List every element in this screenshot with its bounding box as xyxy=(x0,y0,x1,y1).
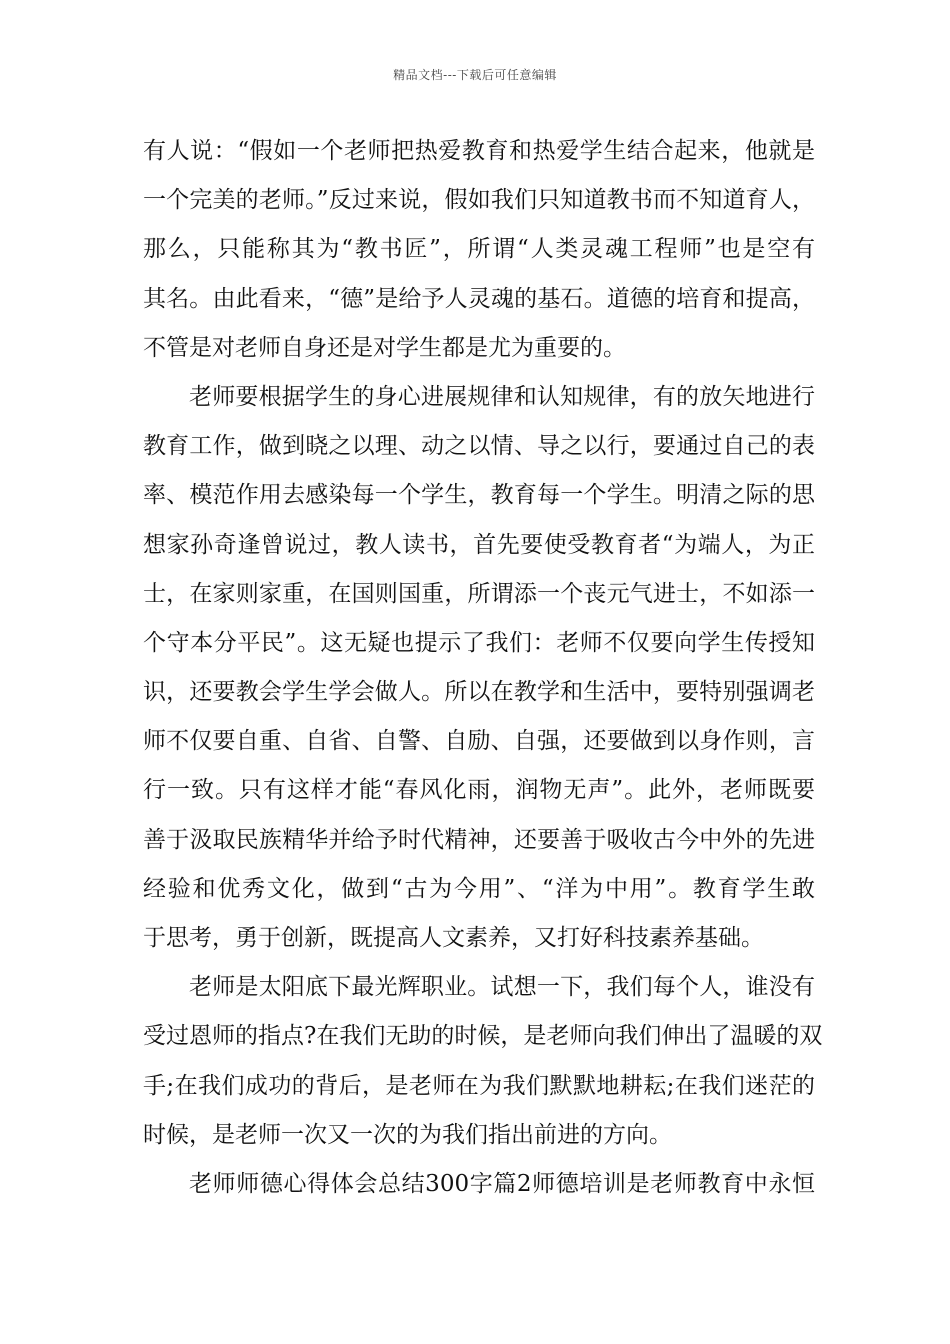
text-line: 师不仅要自重、自省、自警、自励、自强，还要做到以身作则，言 xyxy=(143,728,815,755)
paragraph-3 xyxy=(143,963,823,1160)
text-line: 其名。由此看来，“德”是给予人灵魂的基石。道德的培育和提高， xyxy=(143,285,815,312)
text-line: 手;在我们成功的背后，是老师在为我们默默地耕耘;在我们迷茫的 xyxy=(143,1072,815,1099)
text-line: 老师师德心得体会总结300字篇2师德培训是老师教育中永恒 xyxy=(189,1170,815,1197)
paragraph-4 xyxy=(143,1160,815,1209)
text-line: 那么，只能称其为“教书匠”，所谓“人类灵魂工程师”也是空有 xyxy=(143,236,815,263)
paragraph-2 xyxy=(143,373,815,963)
text-line: 不管是对老师自身还是对学生都是尤为重要的。 xyxy=(143,334,626,361)
text-line: 有人说：“假如一个老师把热爱教育和热爱学生结合起来，他就是 xyxy=(143,138,815,164)
text-line: 率、模范作用去感染每一个学生，教育每一个学生。明清之际的思 xyxy=(143,482,815,509)
text-line: 想家孙奇逢曾说过，教人读书，首先要使受教育者“为端人，为正 xyxy=(143,531,815,558)
text-line: 时候，是老师一次又一次的为我们指出前进的方向。 xyxy=(143,1121,672,1148)
text-line: 士，在家则家重，在国则国重，所谓添一个丧元气进士，不如添一 xyxy=(143,580,815,607)
text-line: 善于汲取民族精华并给予时代精神，还要善于吸收古今中外的先进 xyxy=(143,826,815,853)
paragraph-1 xyxy=(143,127,815,373)
text-line: 个守本分平民”。这无疑也提示了我们：老师不仅要向学生传授知 xyxy=(143,629,815,656)
text-line: 老师要根据学生的身心进展规律和认知规律，有的放矢地进行 xyxy=(189,383,815,410)
text-line: 行一致。只有这样才能“春风化雨，润物无声”。此外，老师既要 xyxy=(143,777,815,804)
text-line: 老师是太阳底下最光辉职业。试想一下，我们每个人，谁没有 xyxy=(189,974,815,1001)
text-line: 一个完美的老师。”反过来说，假如我们只知道教书而不知道育人， xyxy=(143,187,815,214)
document-body xyxy=(143,127,823,1209)
text-line: 识，还要教会学生学会做人。所以在教学和生活中，要特别强调老 xyxy=(143,679,815,706)
text-line: 于思考，勇于创新，既提高人文素养，又打好科技素养基础。 xyxy=(143,925,764,951)
page-header: 精品文档---下载后可任意编辑 xyxy=(393,68,557,82)
text-line: 经验和优秀文化，做到“古为今用”、“洋为中用”。教育学生敢 xyxy=(143,875,815,902)
text-line: 受过恩师的指点?在我们无助的时候，是老师向我们伸出了温暖的双 xyxy=(143,1023,823,1050)
text-line: 教育工作，做到晓之以理、动之以情、导之以行，要通过自己的表 xyxy=(143,433,815,460)
